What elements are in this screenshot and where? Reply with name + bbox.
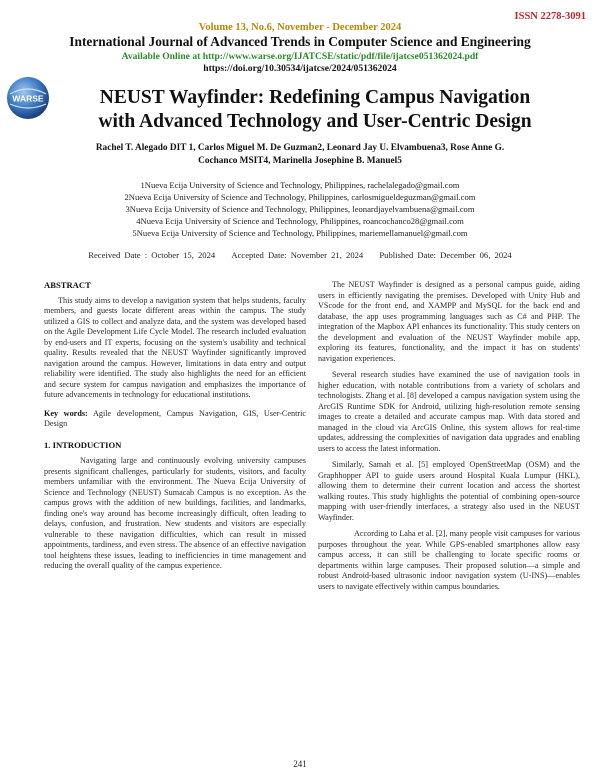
paper-title	[60, 86, 570, 134]
body-paragraph: Several research studies have examined the use of navigation tools in higher education, with notable contributions from a variety of scholars and technologists. Zhang et al. [8] developed a campus navigation system using the ArcGIS Runtime SDK for Android, utilizing high-resolution remote sensing images to create a detailed and accurate campus map. With data stored and managed in the cloud via ArcGIS Online, this system allows for real-time updates, addressing the complexities of navigation data upgrades and enabling users to access the latest information.	[318, 370, 580, 453]
affiliation-item: 3Nueva Ecija University of Science and Technology, Philippines, leonardjayelvambuena@gmail.com	[125, 204, 475, 214]
accepted-date: Accepted Date: November 21, 2024	[231, 250, 364, 260]
body-paragraph: The NEUST Wayfinder is designed as a personal campus guide, aiding users in efficiently navigating the premises. Developed with Unity Hub and VScode for the front end, and XAMPP and MySQL for the back end and database, the app uses programming languages such as C# and PHP. The integration of the Mapbox API enhances its functionality. This study centers on the development and evaluation of the NEUST Wayfinder mobile app, exploring its features, functionality, and the impact it has on students' navigation experiences.	[318, 280, 580, 363]
page-number: 241	[293, 759, 307, 769]
keywords-text: Agile development, Campus Navigation, GIS, User-Centric Design	[44, 408, 307, 428]
author-list	[50, 142, 550, 168]
abstract-text: This study aims to develop a navigation system that helps students, faculty members, and guests locate different areas within the campus. The study utilized a GIS to collect and analyze data, and the system was developed based on the Agile Development Life Cycle Model. The research included evaluation by end-users and IT experts, focusing on the system's usability and technical quality. Results revealed that the NEUST Wayfinder significantly improved navigation around the campus. However, limitations in data entry and output reliability were identified. The study also highlights the need for an efficient and secure system for campus navigation and emphasizes the importance of future advancements in technology for educational institutions.	[44, 295, 306, 399]
keywords-label: Key words:	[44, 408, 88, 418]
left-column	[44, 280, 306, 578]
keywords	[44, 409, 306, 430]
authors-line-2: Cochanco MSIT4, Marinella Josephine B. Manuel5	[198, 156, 402, 166]
volume-info: Volume 13, No.6, November - December 2024	[198, 22, 402, 33]
introduction-text: Navigating large and continuously evolving university campuses presents significant challenges, particularly for students, visitors, and faculty members unfamiliar with the environment. The Nueva Ecija University of Science and Technology (NEUST) Sumacab Campus is no exception. As the campus grows with the addition of new buildings, facilities, and landmarks, finding one's way around has become increasingly difficult, often leading to delays, confusion, and frustration. New students and visitors are especially vulnerable to these navigation difficulties, which can result in missed appointments, tardiness, and even stress. The absence of an effective navigation tool heightens these issues, leading to inefficiencies in time management and reducing the overall quality of the campus experience.	[44, 456, 306, 570]
introduction-heading: 1. INTRODUCTION	[44, 439, 122, 450]
logo-text: WARSE	[12, 93, 44, 104]
affiliation-item: 5Nueva Ecija University of Science and Technology, Philippines, mariemellamanuel@gmail.com	[132, 228, 468, 238]
authors-line-1: Rachel T. Alegado DIT 1, Carlos Miguel M. De Guzman2, Leonard Jay U. Elvambuena3, Rose Anne G.	[95, 143, 505, 153]
right-column	[318, 280, 580, 598]
abstract-heading: ABSTRACT	[44, 280, 91, 290]
availability-link[interactable]: Available Online at http://www.warse.org/IJATCSE/static/pdf/file/ijatcse051362024.pdf	[121, 51, 479, 62]
body-paragraph: According to Laha et al. [2], many people visit campuses for various purposes throughout the year. While GPS-enabled smartphones allow easy campus access, it can still be challenging to locate specific rooms or departments within large campuses. Their proposed solution—a simple and robust Android-based ultrasonic indoor navigation system (U-INS)—enables users to navigate effectively within campus boundaries.	[318, 529, 580, 591]
warse-logo	[6, 76, 50, 120]
received-date: Received Date : October 15, 2024	[88, 250, 216, 260]
date-line	[50, 250, 550, 260]
title-line-2: with Advanced Technology and User-Centric Design	[98, 111, 532, 132]
affiliation-item: 4Nueva Ecija University of Science and Technology, Philippines, roancochanco28@gmail.com	[136, 216, 464, 226]
affiliations	[50, 179, 550, 239]
published-date: Published Date: December 06, 2024	[379, 250, 512, 260]
affiliation-item: 2Nueva Ecija University of Science and Technology, Philippines, carlosmigueldeguzman@gmail.com	[124, 192, 476, 202]
journal-name: International Journal of Advanced Trends in Computer Science and Engineering	[69, 34, 531, 49]
body-paragraph: Similarly, Samah et al. [5] employed OpenStreetMap (OSM) and the Graphhopper API to guide users around Hospital Kuala Lumpur (HKL), allowing them to determine their current location and access the shortest walking routes. This study highlights the potential of combining open-source mapping with user-friendly interfaces, a strategy also used in the NEUST Wayfinder.	[318, 460, 580, 522]
doi-link[interactable]: https://doi.org/10.30534/ijatcse/2024/051362024	[203, 63, 397, 74]
issn-label: ISSN 2278-3091	[514, 11, 586, 22]
affiliation-item: 1Nueva Ecija University of Science and Technology, Philippines, rachelalegado@gmail.com	[140, 180, 460, 190]
title-line-1: NEUST Wayfinder: Redefining Campus Navigation	[99, 87, 531, 108]
